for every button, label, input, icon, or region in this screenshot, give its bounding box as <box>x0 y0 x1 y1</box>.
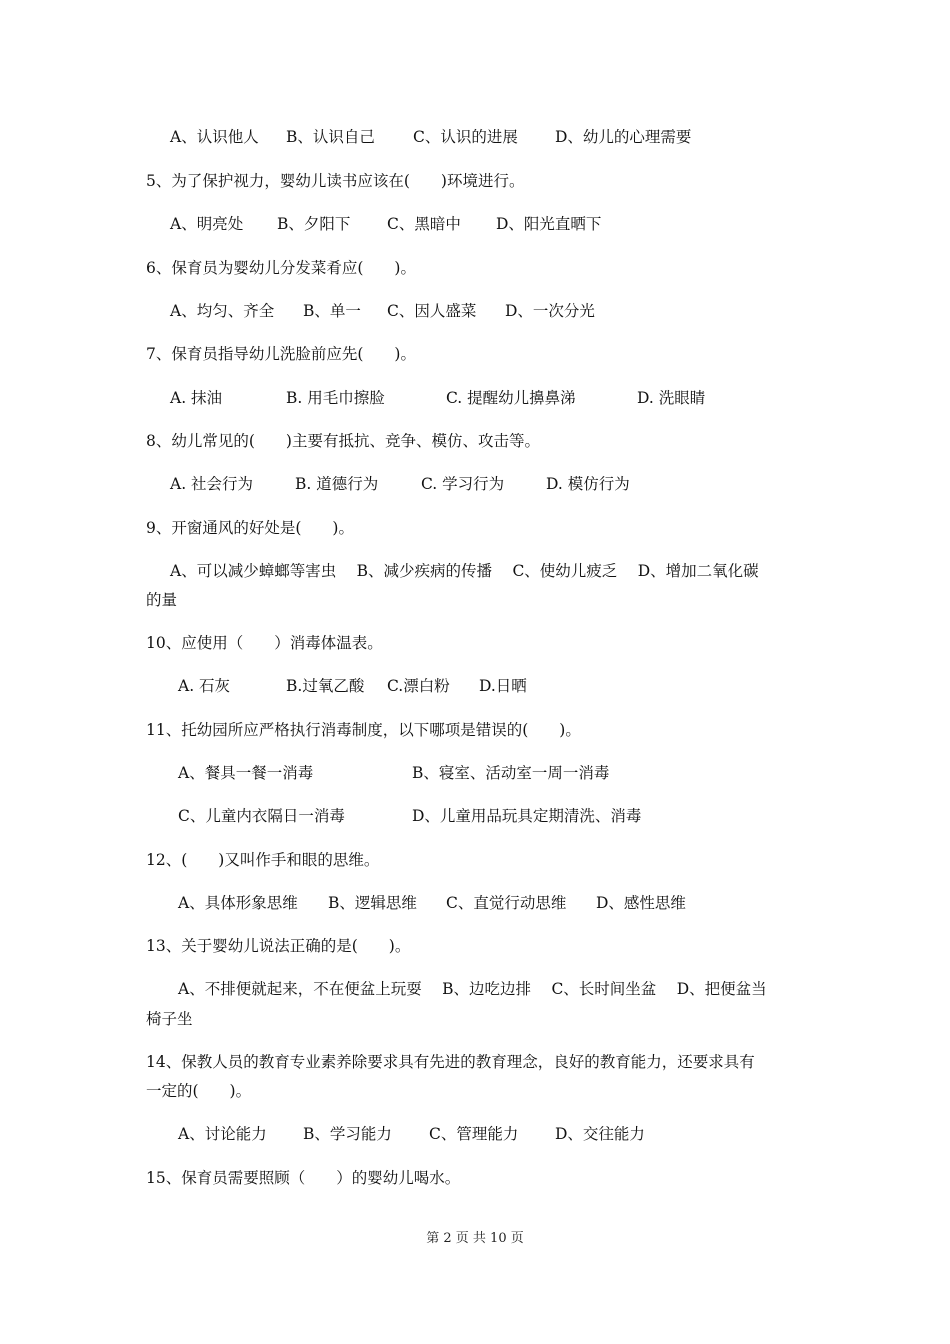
q12-option-b: B、逻辑思维 <box>328 894 417 912</box>
q12-option-d: D、感性思维 <box>596 894 686 912</box>
q7-option-c: C. 提醒幼儿擤鼻涕 <box>446 389 576 407</box>
q6-option-b: B、单一 <box>303 302 361 320</box>
question-11: 11、托幼园所应严格执行消毒制度，以下哪项是错误的( )。 <box>146 721 581 739</box>
question-13: 13、关于婴幼儿说法正确的是( )。 <box>146 937 411 955</box>
q6-option-d: D、一次分光 <box>505 302 595 320</box>
q14-option-c: C、管理能力 <box>429 1125 519 1143</box>
q7-option-d: D. 洗眼睛 <box>637 389 706 407</box>
q14-option-d: D、交往能力 <box>555 1125 645 1143</box>
q7-option-a: A. 抹油 <box>170 389 223 407</box>
q8-option-b: B. 道德行为 <box>295 475 379 493</box>
question-8: 8、幼儿常见的( )主要有抵抗、竞争、模仿、攻击等。 <box>146 432 540 450</box>
q11-option-d: D、儿童用品玩具定期清洗、消毒 <box>412 807 642 825</box>
q4-option-c: C、认识的进展 <box>413 128 518 146</box>
q10-option-b: B.过氧乙酸 <box>286 677 365 695</box>
q13-options-line1: A、不排便就起来，不在便盆上玩耍 B、边吃边排 C、长时间坐盆 D、把便盆当 <box>178 980 767 998</box>
q8-option-d: D. 模仿行为 <box>546 475 630 493</box>
question-10: 10、应使用（ ）消毒体温表。 <box>146 634 383 652</box>
q12-option-a: A、具体形象思维 <box>178 894 298 912</box>
q6-option-a: A、均匀、齐全 <box>170 302 275 320</box>
q8-option-c: C. 学习行为 <box>421 475 505 493</box>
q10-option-d: D.日晒 <box>479 677 527 695</box>
q7-option-b: B. 用毛巾擦脸 <box>286 389 385 407</box>
q11-option-a: A、餐具一餐一消毒 <box>178 764 314 782</box>
q5-option-d: D、阳光直晒下 <box>496 215 602 233</box>
q5-option-c: C、黑暗中 <box>387 215 461 233</box>
q9-options-line1: A、可以减少蟑螂等害虫 B、减少疾病的传播 C、使幼儿疲乏 D、增加二氧化碳 <box>170 562 759 580</box>
q5-option-a: A、明亮处 <box>170 215 244 233</box>
q14-option-a: A、讨论能力 <box>178 1125 267 1143</box>
question-12: 12、( )又叫作手和眼的思维。 <box>146 851 380 869</box>
q4-option-d: D、幼儿的心理需要 <box>555 128 692 146</box>
q8-option-a: A. 社会行为 <box>170 475 254 493</box>
question-14-line2: 一定的( )。 <box>146 1082 252 1100</box>
q12-option-c: C、直觉行动思维 <box>446 894 567 912</box>
q13-options-line2: 椅子坐 <box>146 1010 193 1028</box>
q10-option-c: C.漂白粉 <box>387 677 450 695</box>
question-14-line1: 14、保教人员的教育专业素养除要求具有先进的教育理念，良好的教育能力，还要求具有 <box>146 1053 755 1071</box>
q6-option-c: C、因人盛菜 <box>387 302 477 320</box>
q14-option-b: B、学习能力 <box>303 1125 392 1143</box>
question-9: 9、开窗通风的好处是( )。 <box>146 519 354 537</box>
question-15: 15、保育员需要照顾（ ）的婴幼儿喝水。 <box>146 1169 461 1187</box>
q5-option-b: B、夕阳下 <box>277 215 351 233</box>
q4-option-b: B、认识自己 <box>286 128 375 146</box>
q9-options-line2: 的量 <box>146 591 178 609</box>
q11-option-c: C、儿童内衣隔日一消毒 <box>178 807 345 825</box>
q4-option-a: A、认识他人 <box>170 128 259 146</box>
q10-option-a: A. 石灰 <box>178 677 231 695</box>
page-footer: 第 2 页 共 10 页 <box>426 1231 524 1246</box>
q11-option-b: B、寝室、活动室一周一消毒 <box>412 764 610 782</box>
question-7: 7、保育员指导幼儿洗脸前应先( )。 <box>146 345 416 363</box>
question-6: 6、保育员为婴幼儿分发菜肴应( )。 <box>146 259 416 277</box>
question-5: 5、为了保护视力，婴幼儿读书应该在( )环境进行。 <box>146 172 525 190</box>
